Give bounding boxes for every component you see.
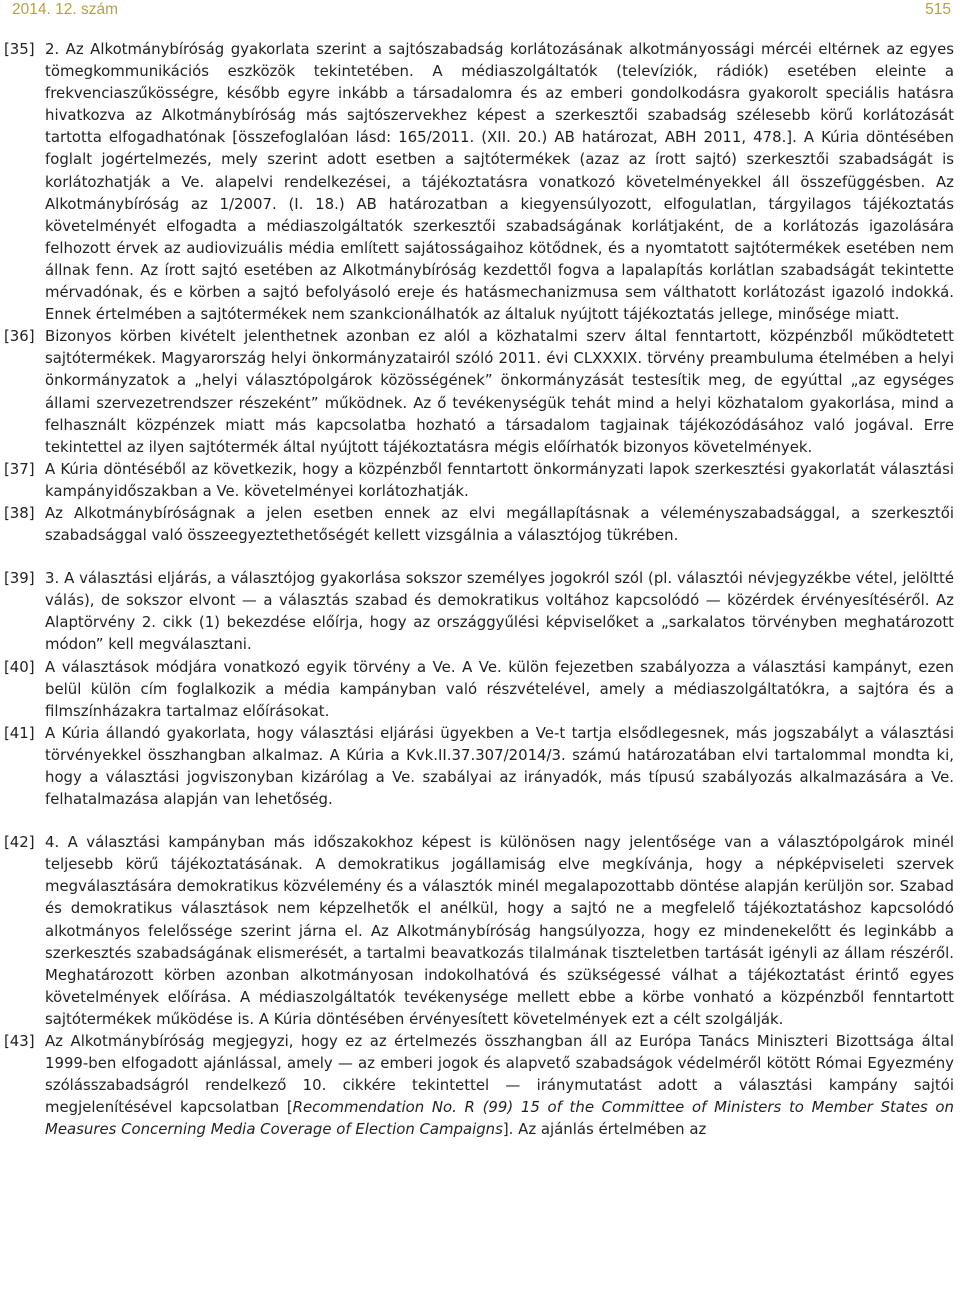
- paragraph-36: [4, 325, 954, 458]
- issue-date: 2014. 12. szám: [12, 1, 118, 18]
- paragraph-text: A Kúria állandó gyakorlata, hogy választási eljárási ügyekben a Ve-t tartja elsődlegesnek, más jogszabályt a választási törvényekkel összhangban alkalmaz. A Kúria a Kvk.II.37.307/2014/3. számú határozatában elvi tartalommal mondta ki, hogy a választási jogviszonyban kizárólag a Ve. szabályai az irányadók, más típusú szabályozás alkalmazására a Ve. felhatalmazása alapján van lehetőség.: [45, 723, 954, 809]
- paragraph-number: [42]: [4, 833, 35, 852]
- paragraph-39: [4, 567, 954, 655]
- paragraph-35: [4, 38, 954, 325]
- paragraph-42: [4, 831, 954, 1030]
- paragraph-40: [4, 656, 954, 722]
- paragraph-number: [39]: [4, 569, 35, 588]
- paragraph-text: Bizonyos körben kivételt jelenthetnek azonban ez alól a közhatalmi szerv által fenntartott, közpénzből működtetett sajtótermékek. Magyarország helyi önkormányzatairól szóló 2011. évi CLXXXIX. törvény preambuluma ételmében a helyi önkormányzatok a „helyi választópolgárok közösségének” önkormányzását testesítik meg, de egyúttal „az egységes állami szervezetrendszer részeként” működnek. Az ő tevékenységük tehát mind a helyi közhatalom gyakorlása, mind a felhasznált közpénzek miatt más kapcsolatba hozható a társadalom tagjainak tájékozódásához való jogával. Erre tekintettel az ilyen sajtótermék által nyújtott tájékoztatásra mégis előírhatók bizonyos követelmények.: [45, 327, 954, 456]
- running-header: [0, 0, 960, 22]
- paragraph-text: A választások módjára vonatkozó egyik törvény a Ve. A Ve. külön fejezetben szabályozza a választási kampányt, ezen belül külön cím foglalkozik a média kampányban való részvételével, amely a médiaszolgáltatókra, a sajtóra és a filmszínházakra tartalmaz előírásokat.: [45, 657, 954, 720]
- paragraph-text-end: ]. Az ajánlás értelmében az: [502, 1120, 707, 1139]
- paragraph-text: 3. A választási eljárás, a választójog gyakorlása sokszor személyes jogokról szól (pl. választói névjegyzékbe vétel, jelöltté válás), de sokszor elvont — a választás szabad és demokratikus voltához kapcsolódó — közérdek érvényesítéséről. Az Alaptörvény 2. cikk (1) bekezdése előírja, hogy az országgyűlési képviselőket a „sarkalatos törvényben meghatározott módon” kell megválasztani.: [45, 569, 954, 654]
- paragraph-number: [40]: [4, 657, 35, 676]
- paragraph-text: Az Alkotmánybíróságnak a jelen esetben ennek az elvi megállapításnak a véleményszabadsággal, a szerkesztői szabadsággal való összeegyeztethetőségét kellett vizsgálnia a választójog tükrében.: [45, 503, 954, 545]
- paragraph-number: [43]: [4, 1032, 35, 1051]
- page-number: 515: [925, 1, 951, 18]
- paragraph-number: [41]: [4, 723, 35, 742]
- paragraph-number: [36]: [4, 327, 35, 346]
- paragraph-number: [38]: [4, 503, 35, 522]
- paragraph-text: 2. Az Alkotmánybíróság gyakorlata szerint a sajtószabadság korlátozásának alkotmányossági mércéi eltérnek az egyes tömegkommunikációs eszközök tekintetében. A médiaszolgáltatók (televíziók, rádiók) esetében eleinte a frekvenciaszűkösségre, később egyre inkább a társadalomra és az emberi gondolkodásra gyakorolt speciális hatásra hivatkozva az Alkotmánybíróság más sajtószervekhez képest a szerkesztői szabadság szélesebb körű korlátozását tartotta elfogadhatónak [összefoglalóan lásd: 165/2011. (XII. 20.) AB határozat, ABH 2011, 478.]. A Kúria döntésében foglalt jogértelmezés, mely szerint adott esetben a sajtótermékek (azaz az írott sajtó) szerkesztői szabadságát is korlátozhatják a Ve. alapelvi rendelkezései, a tájékoztatásra vonatkozó követelményekkel áll összefüggésben. Az Alkotmánybíróság az 1/2007. (I. 18.) AB határozatban a kiegyensúlyozott, elfogulatlan, tárgyilagos tájékoztatás követelményét elfogadta a médiaszolgáltatók szerkesztői szabadságának korlátjaként, de a korlátozás igazolására felhozott érvek az audiovizuális média említett sajátosságaihoz kötődnek, és a nyomtatott sajtótermékek esetében nem állnak fenn. Az írott sajtó esetében az Alkotmánybíróság kezdettől fogva a lapalapítás korlátlan szabadságát tekintette mérvadónak, és e körben a sajtó befolyásoló ereje és hatásmechanizmusa sem válthatott korlátozást igazoló indokká. Ennek értelmében a sajtótermékek nem szankcionálhatók az általuk nyújtott tájékoztatás jellege, minősége miatt.: [45, 40, 954, 324]
- section-gap: [4, 810, 954, 831]
- recommendation-citation: Recommendation No. R (99) 15 of the Committee of Ministers to Member States on Measures Concerning Media Coverage of Election Campaigns: [45, 1098, 954, 1139]
- paragraph-43: [4, 1030, 954, 1140]
- section-gap: [4, 546, 954, 567]
- paragraph-41: [4, 722, 954, 810]
- paragraph-text-container: [45, 1030, 954, 1140]
- paragraph-text: A Kúria döntéséből az következik, hogy a közpénzből fenntartott önkormányzati lapok szerkesztési gyakorlatát választási kampányidőszakban a Ve. követelményei korlátozhatják.: [45, 459, 954, 500]
- document-body: [4, 38, 954, 1141]
- paragraph-number: [35]: [4, 40, 35, 58]
- paragraph-38: [4, 502, 954, 546]
- paragraph-number: [37]: [4, 459, 35, 478]
- paragraph-text: 4. A választási kampányban más időszakokhoz képest is különösen nagy jelentősége van a választópolgárok minél teljesebb körű tájékoztatásának. A demokratikus jogállamiság elve megkívánja, hogy a népképviseleti szervek megválasztására demokratikus közvélemény és a választók minél megalapozottabb döntése alapján kerüljön sor. Szabad és demokratikus választások nem képzelhetők el anélkül, hogy a sajtó ne a megfelelő tájékoztatáshoz kapcsolódó alkotmányos felelőssége szerint járna el. Az Alkotmánybíróság hangsúlyozza, hogy ez mindenekelőtt és leginkább a szerkesztés szabadságának elismerését, a tartalmi beavatkozás tilalmának tiszteletben tartását igényli az állam részéről. Meghatározott körben azonban alkotmányosan indokolhatóvá és szükségessé válhat a tájékoztatást érintő egyes követelmények előírása. A médiaszolgáltatók tevékenysége mellett ebbe a körbe vonható a közpénzből fenntartott sajtótermékek működése is. A Kúria döntésében érvényesített követelmények ezt a célt szolgálják.: [45, 833, 954, 1028]
- paragraph-37: [4, 458, 954, 502]
- paragraph-text: Az Alkotmánybíróság megjegyzi, hogy ez az értelmezés összhangban áll az Európa Tanács Miniszteri Bizottsága által 1999-ben elfogadott ajánlással, amely — az emberi jogok és alapvető szabadságok védelméről kötött Római Egyezmény szólásszabadságról rendelkező 10. cikkére tekintettel — iránymutatást adott a választási kampány sajtói megjelenítésével kapcsolatban [: [45, 1032, 954, 1117]
